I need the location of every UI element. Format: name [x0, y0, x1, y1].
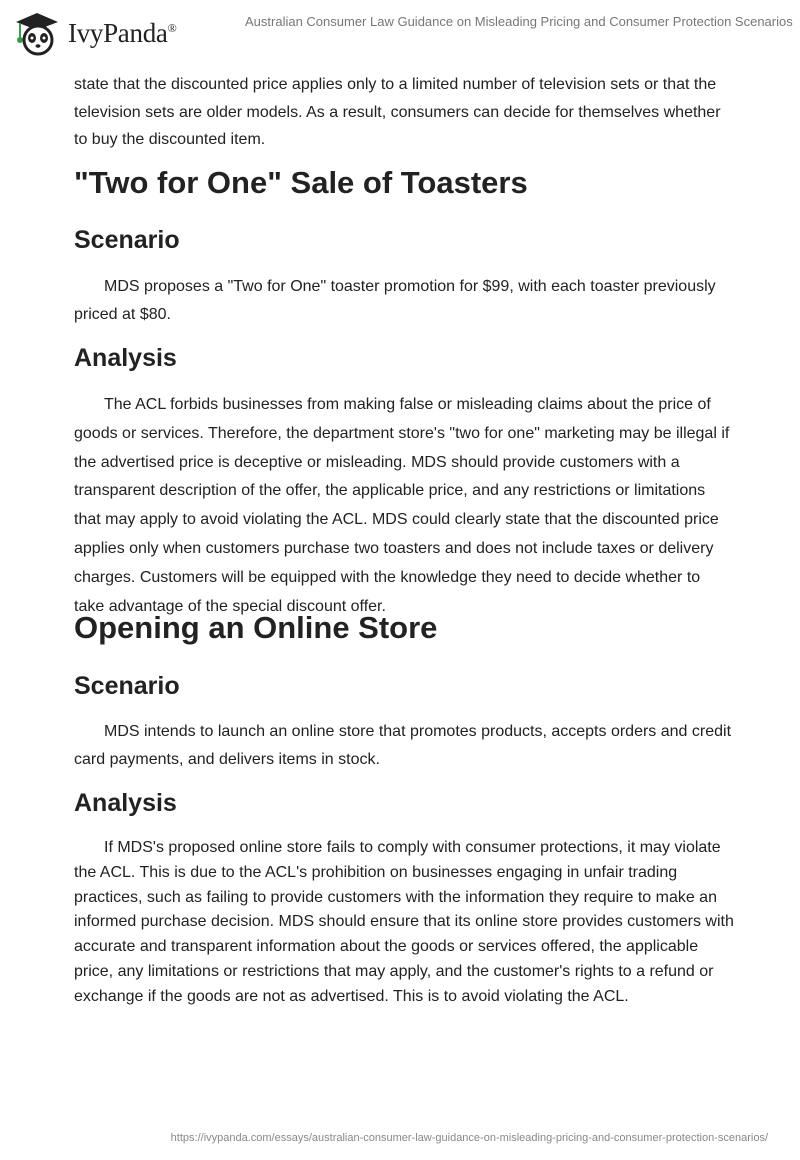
scenario-paragraph: MDS intends to launch an online store that promotes products, accepts orders and credit card payments, and delivers items in stock.	[74, 723, 732, 768]
intro-paragraph-block	[74, 71, 734, 154]
analysis-paragraph: The ACL forbids businesses from making false or misleading claims about the price of goods or services. Therefore, the department store's "two for one" marketing may be illegal if the advertised price is deceptive or misleading. MDS should provide customers with a transparent description of the offer, the applicable price, and any restrictions or limitations that may apply to avoid violating the ACL. MDS could clearly state that the discounted price applies only when customers purchase two toasters and does not include taxes or delivery charges. Customers will be equipped with the knowledge they need to decide whether to take advantage of the special discount offer.	[74, 396, 730, 615]
analysis-paragraph: If MDS's proposed online store fails to comply with consumer protections, it may violate the ACL. This is due to the ACL's prohibition on businesses engaging in unfair trading practices, such as failing to provide customers with the information they require to make an informed purchase decision. MDS should ensure that its online store provides customers with accurate and transparent information about the goods or services offered, the applicable price, any limitations or restrictions that may apply, and the customer's rights to a refund or exchange if the goods are not as advertised. This is to avoid violating the ACL.	[74, 839, 734, 1005]
document-title: Australian Consumer Law Guidance on Misleading Pricing and Consumer Protection Scenarios	[245, 14, 793, 29]
analysis-heading: Analysis	[74, 344, 177, 372]
logo-text: IvyPanda®	[68, 17, 177, 48]
scenario-heading: Scenario	[74, 226, 180, 254]
ivypanda-logo[interactable]	[12, 8, 176, 58]
source-url[interactable]: https://ivypanda.com/essays/australian-consumer-law-guidance-on-misleading-pricing-and-consumer-protection-scenarios/	[170, 1132, 768, 1144]
analysis-heading: Analysis	[74, 789, 177, 817]
section-heading-toasters: "Two for One" Sale of Toasters	[74, 165, 528, 200]
intro-paragraph: state that the discounted price applies only to a limited number of television sets or that the television sets are older models. As a result, consumers can decide for themselves whether to buy the discounted item.	[74, 76, 721, 148]
scenario-paragraph: MDS proposes a "Two for One" toaster promotion for $99, with each toaster previously priced at $80.	[74, 278, 716, 323]
section-heading-online-store: Opening an Online Store	[74, 610, 438, 645]
panda-graduate-icon	[12, 8, 62, 58]
scenario-heading: Scenario	[74, 672, 180, 700]
